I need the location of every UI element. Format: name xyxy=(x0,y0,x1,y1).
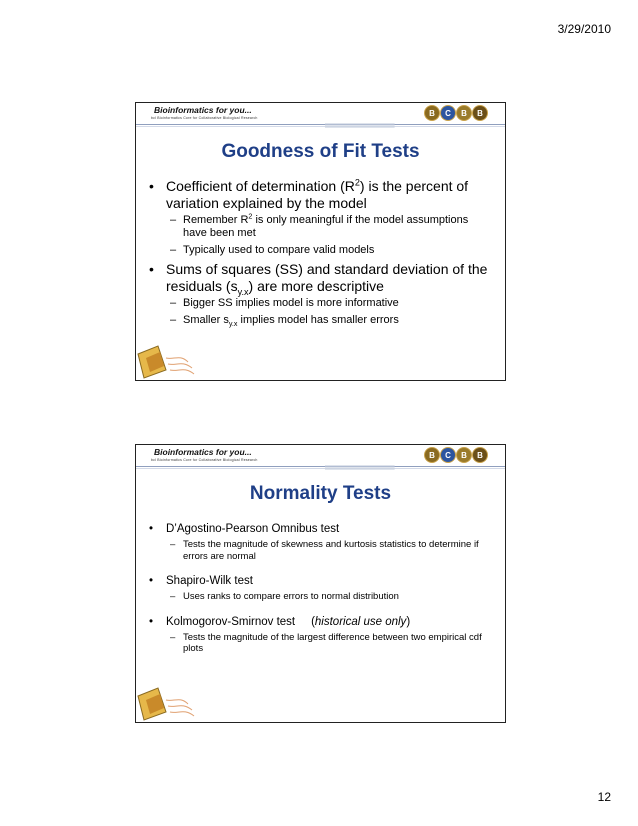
corner-graphic-icon xyxy=(136,682,196,722)
sub-bullet-item: – Tests the magnitude of the largest difference between two empirical cdf plots xyxy=(146,632,493,655)
banner-rule-lines xyxy=(136,465,505,470)
corner-graphic-icon xyxy=(136,340,196,380)
bullet-item: • D’Agostino-Pearson Omnibus test xyxy=(146,522,493,537)
sub-bullet-item: – Bigger SS implies model is more informative xyxy=(146,297,493,310)
slide-body xyxy=(146,518,493,667)
bullet-item: • Coefficient of determination $(R^2)$ is the percent of variation explained by the model xyxy=(146,178,493,212)
brand-name: Bioinformatics for you... xyxy=(154,447,252,457)
brand-name: Bioinformatics for you... xyxy=(154,105,252,115)
logo-letter: B xyxy=(473,448,487,462)
logo-letter: B xyxy=(425,448,439,462)
slide-body xyxy=(146,178,493,331)
logo-letter: B xyxy=(473,106,487,120)
slide-banner xyxy=(136,103,505,127)
sub-bullet-item: – Smaller $s_{y.x}$ implies model has smaller errors xyxy=(146,314,493,327)
banner-rule-lines xyxy=(136,123,505,128)
logo-letter: B xyxy=(457,106,471,120)
logo-letter: C xyxy=(441,448,455,462)
bcbb-logo xyxy=(425,106,487,120)
page-number: 12 xyxy=(597,790,611,804)
logo-letter: B xyxy=(457,448,471,462)
logo-letter: B xyxy=(425,106,439,120)
slide-banner xyxy=(136,445,505,469)
date-label: 3/29/2010 xyxy=(557,22,611,36)
brand-subtitle: bcl Bioinformatics Core for Collaborative Biological Research xyxy=(151,116,258,120)
bullet-item: • Shapiro-Wilk test xyxy=(146,574,493,589)
slide-goodness-of-fit xyxy=(135,102,506,381)
bcbb-logo xyxy=(425,448,487,462)
logo-letter: C xyxy=(441,106,455,120)
brand-subtitle: bcl Bioinformatics Core for Collaborative Biological Research xyxy=(151,458,258,462)
sub-bullet-item: – Remember $R^2$ is only meaningful if the model assumptions have been met xyxy=(146,214,493,240)
slide-normality-tests xyxy=(135,444,506,723)
bullet-item: • Sums of squares (SS) and standard deviation of the residuals $(s_{y.x})$ are more descriptive xyxy=(146,261,493,295)
sub-bullet-item: – Typically used to compare valid models xyxy=(146,244,493,257)
sub-bullet-item: – Tests the magnitude of skewness and kurtosis statistics to determine if errors are normal xyxy=(146,539,493,562)
slide-title: Normality Tests xyxy=(249,483,392,504)
sub-bullet-item: – Uses ranks to compare errors to normal distribution xyxy=(146,591,493,603)
slide-title: Goodness of Fit Tests xyxy=(221,141,420,162)
bullet-item: • Kolmogorov-Smirnov test (historical use only) xyxy=(146,615,493,630)
